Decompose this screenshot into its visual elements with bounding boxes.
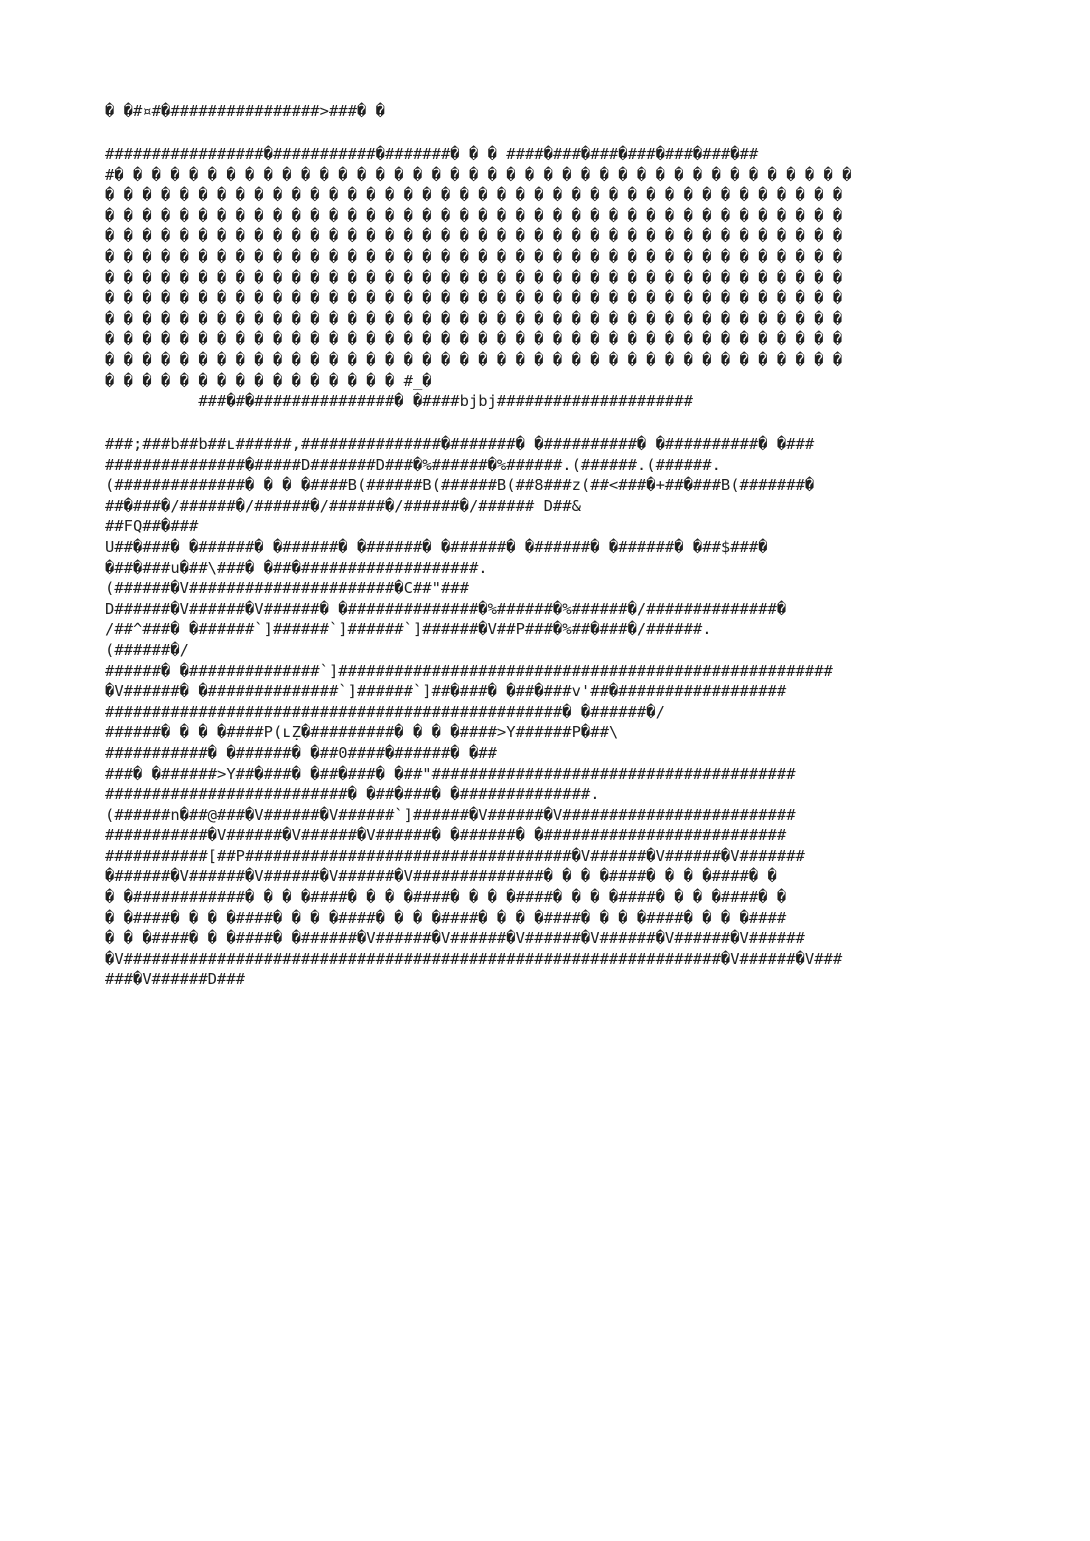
- binary-line: � �####� � � �####� � � �####� � � �####� � � �####� � � �####� � � �####: [105, 908, 787, 927]
- binary-line: (##############� � � �####B(######B(######B(##8###z(##<###�+##�###B(#######�: [105, 476, 815, 495]
- body-line: � � � � � � � � � � � � � � � � #_�: [105, 371, 432, 390]
- body-line: � � � � � � � � � � � � � � � � � � � � � � � � � � � � � � � � � � � � � � � �: [105, 206, 843, 225]
- body-text-block: [105, 144, 990, 412]
- binary-line: ###########[##P###################################�V######�V######�V#######: [105, 846, 805, 865]
- binary-line: (######�/: [105, 640, 189, 659]
- binary-line: ######� � � �####P(ʟẒ�#########� � � �####>Y######P�##\: [105, 723, 619, 742]
- binary-line: ##########################� �##�###� �##############.: [105, 785, 600, 804]
- binary-line: ###;###b##b##ʟ######,###############�#######� �##########� �##########� �###: [105, 435, 815, 453]
- binary-line: ###� �######>Y##�###� �##�###� �##"#######################################: [105, 764, 796, 783]
- binary-line: (######�V######################�C##"###: [105, 579, 469, 598]
- binary-line: ##FQ##�###: [105, 517, 199, 536]
- body-line: � � � � � � � � � � � � � � � � � � � � � � � � � � � � � � � � � � � � � � � �: [105, 227, 843, 246]
- binary-line: D######�V######�V######� �##############�%######�%######�/##############�: [105, 599, 787, 618]
- header-text-block: [105, 101, 990, 122]
- body-line: � � � � � � � � � � � � � � � � � � � � � � � � � � � � � � � � � � � � � � � �: [105, 309, 843, 328]
- binary-line: � � �####� � �####� �######�V######�V######�V######�V######�V######�V######: [105, 929, 805, 948]
- binary-line: ##�###�/######�/######�/######�/######�/###### D##&: [105, 496, 581, 515]
- binary-line: ###########� �######� �##0####�######� �##: [105, 743, 497, 762]
- binary-line: U##�###� �######� �######� �######� �######� �######� �######� �##$###�: [105, 537, 768, 556]
- body-line: #################�###########�#######� � � ####�###�###�###�###�###�##: [105, 145, 759, 163]
- binary-line: ###########�V######�V######�V######� �######� �##########################: [105, 826, 787, 845]
- body-line: ###�#�###############� �####bjbj#####################: [105, 392, 693, 411]
- body-line: #� � � � � � � � � � � � � � � � � � � � � � � � � � � � � � � � � � � � � � � �: [105, 165, 852, 184]
- binary-line: �V################################################################�V######�V###: [105, 949, 843, 968]
- binary-line: ######� �##############`]#####################################################: [105, 661, 833, 680]
- binary-text-block: [105, 434, 990, 990]
- binary-line: ###############�#####D#######D###�%######�%######.(######.(######.: [105, 455, 721, 474]
- body-line: � � � � � � � � � � � � � � � � � � � � � � � � � � � � � � � � � � � � � � � �: [105, 247, 843, 266]
- binary-line: #################################################� �######�/: [105, 702, 665, 721]
- body-line: � � � � � � � � � � � � � � � � � � � � � � � � � � � � � � � � � � � � � � � �: [105, 186, 843, 205]
- body-line: � � � � � � � � � � � � � � � � � � � � � � � � � � � � � � � � � � � � � � � �: [105, 330, 843, 349]
- binary-line: ###�V######D###: [105, 970, 245, 989]
- binary-line: /##^###� �######`]######`]######`]######�V##P###�%##�###�/######.: [105, 620, 712, 639]
- binary-line: (######n�##@###�V######�V######`]######�V######�V#########################: [105, 805, 796, 824]
- binary-line: �##�###u�##\###� �##�###################.: [105, 558, 488, 577]
- header-line: � �#¤#�################>###� �: [105, 102, 385, 120]
- body-line: � � � � � � � � � � � � � � � � � � � � � � � � � � � � � � � � � � � � � � � �: [105, 350, 843, 369]
- binary-line: �V######� �##############`]######`]##�###� �##�###v'##�##################: [105, 682, 787, 701]
- body-line: � � � � � � � � � � � � � � � � � � � � � � � � � � � � � � � � � � � � � � � �: [105, 268, 843, 287]
- body-line: � � � � � � � � � � � � � � � � � � � � � � � � � � � � � � � � � � � � � � � �: [105, 289, 843, 308]
- binary-line: �######�V######�V######�V######�V##############� � � �####� � � �####� �: [105, 867, 777, 886]
- binary-line: � �############� � � �####� � � �####� � � �####� � � �####� � � �####� �: [105, 888, 787, 907]
